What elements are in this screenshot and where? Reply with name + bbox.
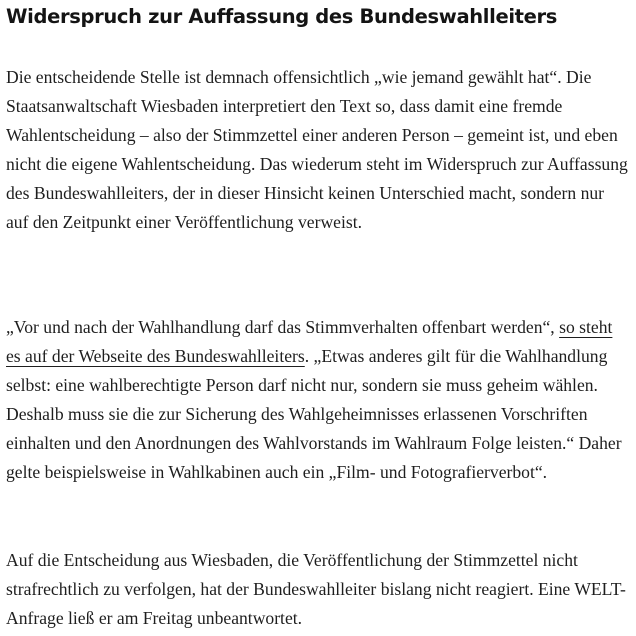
article-body xyxy=(6,0,630,628)
paragraph-bundeswahlleiter-quote xyxy=(6,313,630,487)
bundeswahlleiter-website-link[interactable]: so steht es auf der Webseite des Bundeswahlleiters xyxy=(6,317,613,366)
paragraph-text-before-link: „Vor und nach der Wahlhandlung darf das Stimmverhalten offenbart werden“, xyxy=(6,317,560,337)
section-headline: Widerspruch zur Auffassung des Bundeswahlleiters xyxy=(6,5,558,28)
paragraph-text-after-link: . „Etwas anderes gilt für die Wahlhandlung selbst: eine wahlberechtigte Person darf nicht nur, sondern sie muss geheim wählen. Deshalb muss sie die zur Sicherung des Wahlgeheimnisses erlassenen Vorschriften einhalten und den Anordnungen des Wahlvorstands im Wahlraum Folge leisten.“ Daher gelte beispielsweise in Wahlkabinen auch ein „Film- und Fotografierverbot“. xyxy=(6,346,622,482)
paragraph-welt-anfrage: Auf die Entscheidung aus Wiesbaden, die Veröffentlichung der Stimmzettel nicht strafrechtlich zu verfolgen, hat der Bundeswahlleiter bislang nicht reagiert. Eine WELT-Anfrage ließ er am Freitag unbeantwortet. xyxy=(6,550,626,628)
paragraph-wahlentscheidung: Die entscheidende Stelle ist demnach offensichtlich „wie jemand gewählt hat“. Die Staatsanwaltschaft Wiesbaden interpretiert den Text so, dass damit eine fremde Wahlentscheidung – also der Stimmzettel einer anderen Person – gemeint ist, und eben nicht die eigene Wahlentscheidung. Das wiederum steht im Widerspruch zur Auffassung des Bundeswahlleiters, der in dieser Hinsicht keinen Unterschied macht, sondern nur auf den Zeitpunkt einer Veröffentlichung verweist. xyxy=(6,67,628,232)
